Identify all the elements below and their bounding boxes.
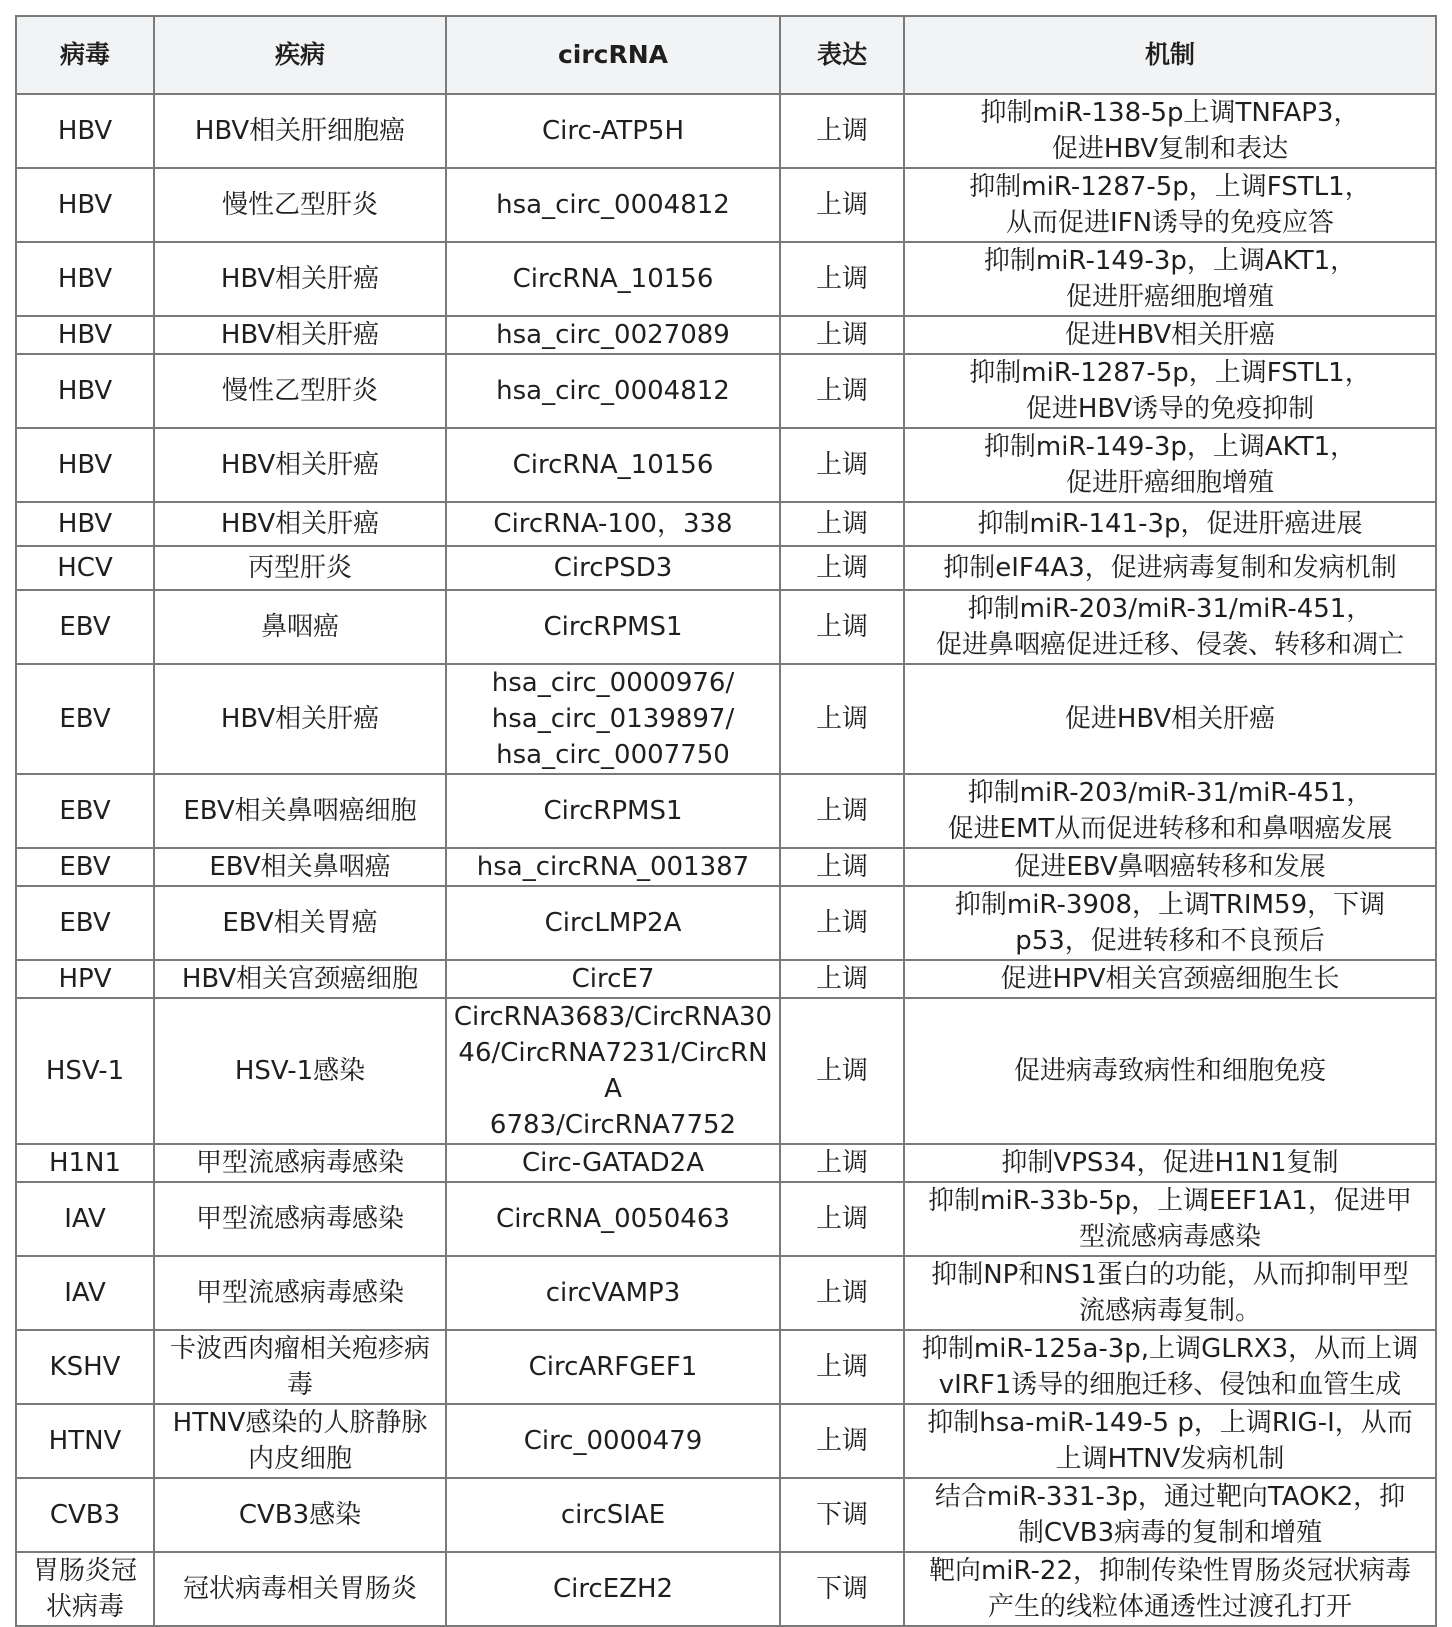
table-row <box>16 774 1436 848</box>
cell-disease: HBV相关肝细胞癌 <box>154 94 446 168</box>
cell-disease: 鼻咽癌 <box>154 590 446 664</box>
cell-expression: 上调 <box>780 664 904 774</box>
cell-expression: 上调 <box>780 1182 904 1256</box>
table-row <box>16 1144 1436 1182</box>
cell-virus: KSHV <box>16 1330 154 1404</box>
cell-expression: 上调 <box>780 242 904 316</box>
cell-expression: 上调 <box>780 94 904 168</box>
cell-mechanism: 抑制miR-33b-5p，上调EEF1A1，促进甲 型流感病毒感染 <box>904 1182 1436 1256</box>
header-virus: 病毒 <box>16 16 154 94</box>
cell-virus: HBV <box>16 502 154 546</box>
cell-expression: 上调 <box>780 428 904 502</box>
cell-disease: 丙型肝炎 <box>154 546 446 590</box>
cell-expression: 上调 <box>780 1144 904 1182</box>
cell-disease: 甲型流感病毒感染 <box>154 1182 446 1256</box>
cell-mechanism: 促进HBV相关肝癌 <box>904 316 1436 354</box>
cell-mechanism: 促进病毒致病性和细胞免疫 <box>904 998 1436 1144</box>
table-row <box>16 316 1436 354</box>
cell-circrna: hsa_circ_0004812 <box>446 168 780 242</box>
cell-expression: 上调 <box>780 502 904 546</box>
cell-mechanism: 促进HPV相关宫颈癌细胞生长 <box>904 960 1436 998</box>
cell-mechanism: 抑制miR-141-3p，促进肝癌进展 <box>904 502 1436 546</box>
cell-expression: 上调 <box>780 1404 904 1478</box>
cell-circrna: CircE7 <box>446 960 780 998</box>
cell-disease: CVB3感染 <box>154 1478 446 1552</box>
cell-circrna: CircRNA_10156 <box>446 242 780 316</box>
cell-virus: H1N1 <box>16 1144 154 1182</box>
cell-mechanism: 抑制VPS34，促进H1N1复制 <box>904 1144 1436 1182</box>
cell-expression: 上调 <box>780 546 904 590</box>
table-row <box>16 428 1436 502</box>
cell-mechanism: 抑制miR-138-5p上调TNFAP3， 促进HBV复制和表达 <box>904 94 1436 168</box>
cell-mechanism: 靶向miR-22，抑制传染性胃肠炎冠状病毒 产生的线粒体通透性过渡孔打开 <box>904 1552 1436 1626</box>
cell-disease: 慢性乙型肝炎 <box>154 354 446 428</box>
cell-virus: HBV <box>16 94 154 168</box>
cell-disease: HBV相关肝癌 <box>154 664 446 774</box>
cell-circrna: CircEZH2 <box>446 1552 780 1626</box>
cell-virus: 胃肠炎冠 状病毒 <box>16 1552 154 1626</box>
cell-disease: 甲型流感病毒感染 <box>154 1144 446 1182</box>
cell-mechanism: 抑制miR-3908，上调TRIM59，下调 p53，促进转移和不良预后 <box>904 886 1436 960</box>
cell-virus: EBV <box>16 886 154 960</box>
cell-virus: HBV <box>16 354 154 428</box>
cell-circrna: hsa_circ_0000976/ hsa_circ_0139897/ hsa_circ_0007750 <box>446 664 780 774</box>
cell-mechanism: 抑制miR-1287-5p，上调FSTL1， 促进HBV诱导的免疫抑制 <box>904 354 1436 428</box>
cell-disease: EBV相关胃癌 <box>154 886 446 960</box>
table-row <box>16 168 1436 242</box>
cell-disease: HBV相关宫颈癌细胞 <box>154 960 446 998</box>
cell-expression: 上调 <box>780 1256 904 1330</box>
cell-circrna: hsa_circ_0027089 <box>446 316 780 354</box>
cell-virus: EBV <box>16 774 154 848</box>
cell-disease: HBV相关肝癌 <box>154 316 446 354</box>
cell-mechanism: 抑制miR-149-3p，上调AKT1， 促进肝癌细胞增殖 <box>904 242 1436 316</box>
table-row <box>16 664 1436 774</box>
cell-virus: CVB3 <box>16 1478 154 1552</box>
cell-expression: 下调 <box>780 1478 904 1552</box>
cell-virus: HPV <box>16 960 154 998</box>
cell-expression: 上调 <box>780 886 904 960</box>
header-circrna: circRNA <box>446 16 780 94</box>
cell-expression: 上调 <box>780 1330 904 1404</box>
cell-mechanism: 抑制miR-203/miR-31/miR-451， 促进鼻咽癌促进迁移、侵袭、转移和凋亡 <box>904 590 1436 664</box>
circrna-table <box>15 15 1437 1627</box>
cell-expression: 上调 <box>780 168 904 242</box>
cell-virus: HBV <box>16 316 154 354</box>
cell-mechanism: 抑制hsa-miR-149-5 p，上调RIG-I，从而 上调HTNV发病机制 <box>904 1404 1436 1478</box>
cell-mechanism: 抑制miR-125a-3p,上调GLRX3，从而上调 vIRF1诱导的细胞迁移、侵蚀和血管生成 <box>904 1330 1436 1404</box>
cell-circrna: hsa_circRNA_001387 <box>446 848 780 886</box>
cell-mechanism: 抑制miR-149-3p，上调AKT1， 促进肝癌细胞增殖 <box>904 428 1436 502</box>
cell-disease: HBV相关肝癌 <box>154 428 446 502</box>
cell-virus: IAV <box>16 1182 154 1256</box>
table-row <box>16 502 1436 546</box>
cell-virus: HBV <box>16 428 154 502</box>
cell-virus: HBV <box>16 242 154 316</box>
table-body <box>16 94 1436 1626</box>
cell-circrna: CircLMP2A <box>446 886 780 960</box>
cell-virus: EBV <box>16 590 154 664</box>
cell-circrna: circSIAE <box>446 1478 780 1552</box>
cell-expression: 上调 <box>780 774 904 848</box>
header-disease: 疾病 <box>154 16 446 94</box>
cell-disease: EBV相关鼻咽癌 <box>154 848 446 886</box>
cell-virus: IAV <box>16 1256 154 1330</box>
table-row <box>16 960 1436 998</box>
table-row <box>16 1552 1436 1626</box>
cell-circrna: Circ-ATP5H <box>446 94 780 168</box>
header-expression: 表达 <box>780 16 904 94</box>
cell-disease: 甲型流感病毒感染 <box>154 1256 446 1330</box>
cell-circrna: CircRNA_10156 <box>446 428 780 502</box>
header-mechanism: 机制 <box>904 16 1436 94</box>
table-row <box>16 1404 1436 1478</box>
cell-circrna: circVAMP3 <box>446 1256 780 1330</box>
table-row <box>16 1478 1436 1552</box>
table-row <box>16 242 1436 316</box>
header-row <box>16 16 1436 94</box>
cell-virus: EBV <box>16 664 154 774</box>
cell-expression: 上调 <box>780 848 904 886</box>
cell-disease: HTNV感染的人脐静脉 内皮细胞 <box>154 1404 446 1478</box>
cell-expression: 上调 <box>780 998 904 1144</box>
cell-disease: HSV-1感染 <box>154 998 446 1144</box>
cell-expression: 上调 <box>780 316 904 354</box>
cell-disease: 冠状病毒相关胃肠炎 <box>154 1552 446 1626</box>
cell-mechanism: 促进HBV相关肝癌 <box>904 664 1436 774</box>
table-row <box>16 886 1436 960</box>
cell-virus: HBV <box>16 168 154 242</box>
cell-mechanism: 结合miR-331-3p，通过靶向TAOK2，抑 制CVB3病毒的复制和增殖 <box>904 1478 1436 1552</box>
cell-disease: EBV相关鼻咽癌细胞 <box>154 774 446 848</box>
table-row <box>16 590 1436 664</box>
cell-expression: 上调 <box>780 590 904 664</box>
cell-circrna: CircARFGEF1 <box>446 1330 780 1404</box>
cell-mechanism: 抑制NP和NS1蛋白的功能，从而抑制甲型 流感病毒复制。 <box>904 1256 1436 1330</box>
cell-mechanism: 抑制miR-203/miR-31/miR-451， 促进EMT从而促进转移和和鼻咽癌发展 <box>904 774 1436 848</box>
cell-mechanism: 抑制eIF4A3，促进病毒复制和发病机制 <box>904 546 1436 590</box>
table-row <box>16 546 1436 590</box>
table-row <box>16 94 1436 168</box>
cell-circrna: CircRNA3683/CircRNA30 46/CircRNA7231/CircRNA 6783/CircRNA7752 <box>446 998 780 1144</box>
cell-virus: HCV <box>16 546 154 590</box>
cell-circrna: CircRNA_0050463 <box>446 1182 780 1256</box>
cell-circrna: CircRPMS1 <box>446 590 780 664</box>
cell-mechanism: 抑制miR-1287-5p，上调FSTL1， 从而促进IFN诱导的免疫应答 <box>904 168 1436 242</box>
table-row <box>16 1256 1436 1330</box>
cell-virus: HTNV <box>16 1404 154 1478</box>
cell-circrna: CircRPMS1 <box>446 774 780 848</box>
table-row <box>16 1182 1436 1256</box>
cell-expression: 上调 <box>780 960 904 998</box>
table-row <box>16 998 1436 1144</box>
cell-circrna: hsa_circ_0004812 <box>446 354 780 428</box>
cell-disease: HBV相关肝癌 <box>154 502 446 546</box>
cell-disease: 卡波西肉瘤相关疱疹病 毒 <box>154 1330 446 1404</box>
table-row <box>16 848 1436 886</box>
cell-disease: 慢性乙型肝炎 <box>154 168 446 242</box>
cell-circrna: CircPSD3 <box>446 546 780 590</box>
cell-circrna: Circ_0000479 <box>446 1404 780 1478</box>
cell-mechanism: 促进EBV鼻咽癌转移和发展 <box>904 848 1436 886</box>
cell-circrna: Circ-GATAD2A <box>446 1144 780 1182</box>
cell-virus: HSV-1 <box>16 998 154 1144</box>
table-row <box>16 354 1436 428</box>
cell-expression: 上调 <box>780 354 904 428</box>
cell-disease: HBV相关肝癌 <box>154 242 446 316</box>
table-row <box>16 1330 1436 1404</box>
cell-circrna: CircRNA-100，338 <box>446 502 780 546</box>
cell-expression: 下调 <box>780 1552 904 1626</box>
cell-virus: EBV <box>16 848 154 886</box>
